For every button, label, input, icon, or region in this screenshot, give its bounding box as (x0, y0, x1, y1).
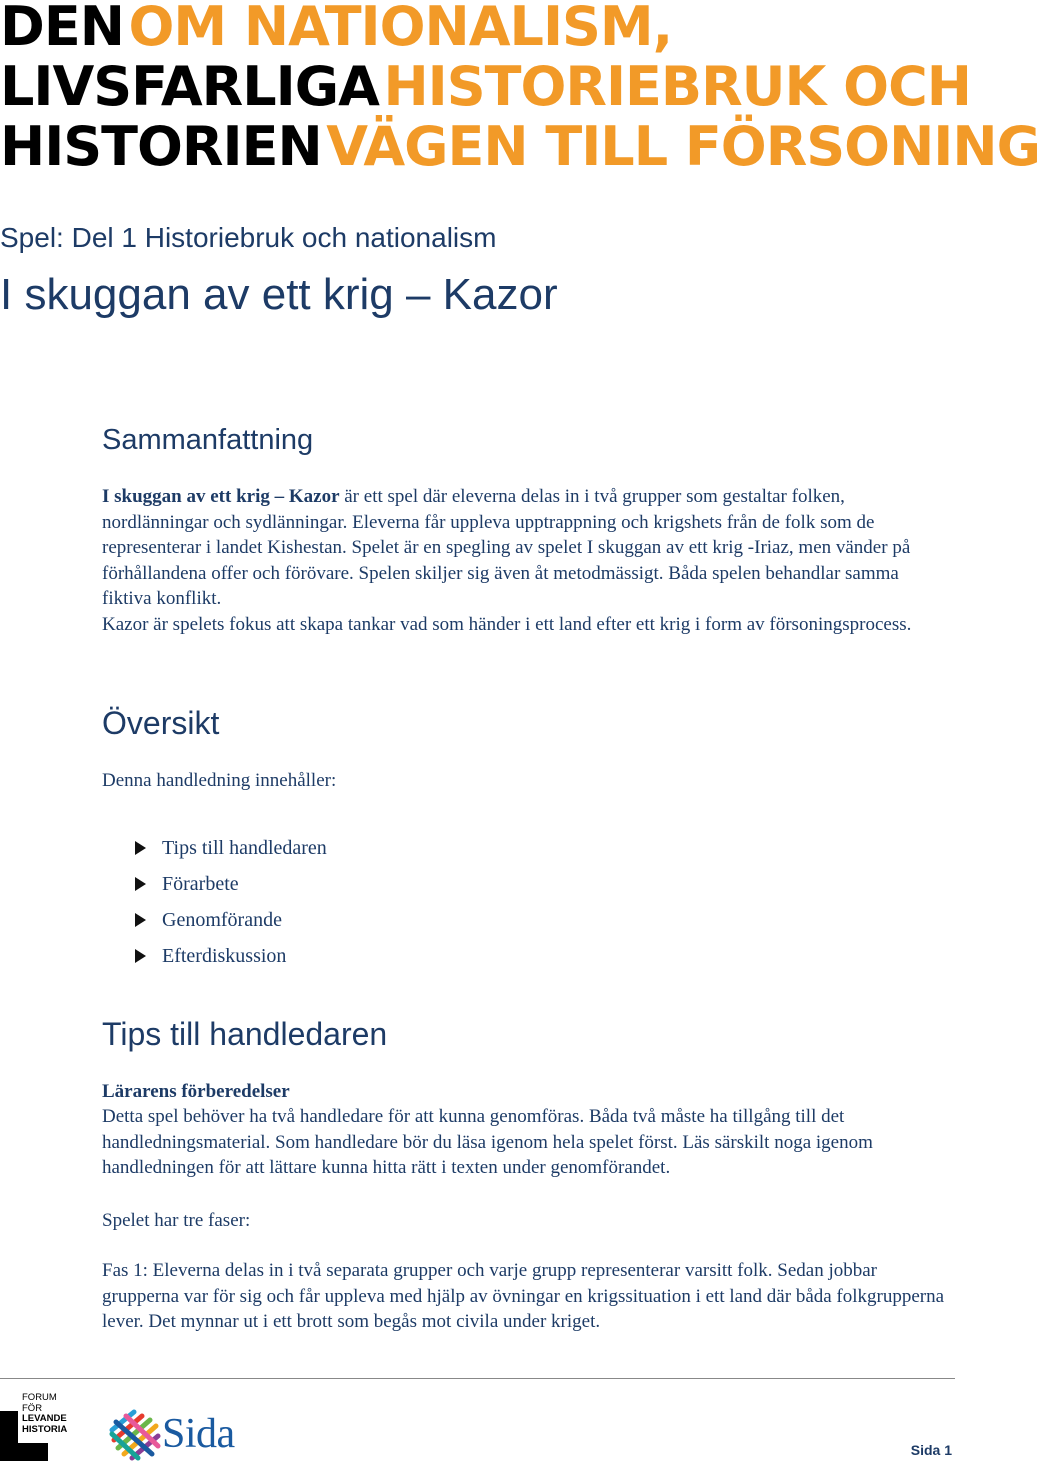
list-item-label: Genomförande (162, 908, 282, 931)
banner-right-2: HISTORIEBRUK OCH (383, 55, 971, 118)
summary-paragraph-1 (102, 484, 952, 612)
banner-right-1: OM NATIONALISM, (128, 0, 673, 58)
sida-wordmark: Sida (162, 1411, 235, 1457)
list-item-label: Förarbete (162, 872, 239, 895)
title-banner (0, 0, 1040, 180)
logo-line-2: FÖR (22, 1402, 43, 1414)
overview-list (135, 830, 327, 974)
page-number: Sida 1 (910, 1442, 952, 1458)
sida-logo (108, 1406, 248, 1466)
footer-divider (0, 1378, 955, 1379)
banner-line-3 (0, 115, 1040, 178)
document-subtitle: Spel: Del 1 Historiebruk och nationalism (0, 222, 497, 253)
sida-emblem-icon (108, 1408, 162, 1462)
overview-intro: Denna handledning innehåller: (102, 770, 337, 791)
list-item-label: Tips till handledaren (162, 836, 327, 859)
summary-lead: I skuggan av ett krig – Kazor (102, 486, 340, 507)
summary-paragraph-2: Kazor är spelets fokus att skapa tankar vad som händer i ett land efter ett krig i form av försoningsprocess. (102, 613, 912, 635)
tips-heading: Tips till handledaren (102, 1016, 388, 1052)
prep-heading: Lärarens förberedelser (102, 1081, 290, 1102)
triangle-bullet-icon (135, 913, 146, 927)
list-item-label: Efterdiskussion (162, 944, 287, 967)
logo-line-3: LEVANDE (22, 1413, 67, 1424)
banner-left-3: HISTORIEN (0, 115, 322, 178)
overview-heading: Översikt (102, 705, 220, 741)
forum-levande-historia-logo (0, 1393, 70, 1461)
document-title: I skuggan av ett krig – Kazor (0, 270, 558, 319)
list-item (135, 830, 327, 866)
triangle-bullet-icon (135, 877, 146, 891)
banner-left-2: LIVSFARLIGA (0, 55, 379, 118)
banner-left-1: DEN (0, 0, 124, 58)
prep-text: Detta spel behöver ha två handledare för att kunna genomföras. Båda två måste ha tillgång till det handledningsmaterial. Som handledare bör du läsa igenom hela spelet först. Läs särskilt noga igenom handledningen för att lättare kunna hitta rätt i texten under genomförandet. (102, 1106, 873, 1179)
phases-intro: Spelet har tre faser: (102, 1210, 251, 1231)
logo-line-4: HISTORIA (22, 1423, 68, 1435)
list-item (135, 938, 327, 974)
summary-body: är ett spel där eleverna delas in i två grupper som gestaltar folken, nordlänningar och sydlänningar. Eleverna får uppleva upptrappning och krigshets från de folk som de representerar i landet Kishestan. Spelet är en spegling av spelet I skuggan av ett krig -Iriaz, men vänder på förhållandena offer och förövare. Spelen skiljer sig även åt metodmässigt. Båda spelen behandlar samma fiktiva konflikt. (102, 486, 911, 610)
banner-line-2 (0, 55, 971, 118)
summary-heading: Sammanfattning (102, 424, 314, 456)
summary-text (102, 484, 952, 638)
phase-1-text: Fas 1: Eleverna delas in i två separata grupper och varje grupp representerar varsitt folk. Sedan jobbar grupperna var för sig och får uppleva med hjälp av övningar en krigssituation i ett land där båda folkgrupperna lever. Det mynnar ut i ett brott som begås mot civila under kriget. (102, 1260, 945, 1333)
list-item (135, 866, 327, 902)
triangle-bullet-icon (135, 841, 146, 855)
logo-line-1: FORUM (22, 1392, 57, 1403)
triangle-bullet-icon (135, 949, 146, 963)
banner-line-1 (0, 0, 672, 56)
list-item (135, 902, 327, 938)
banner-right-3: VÄGEN TILL FÖRSONING (326, 115, 1040, 178)
